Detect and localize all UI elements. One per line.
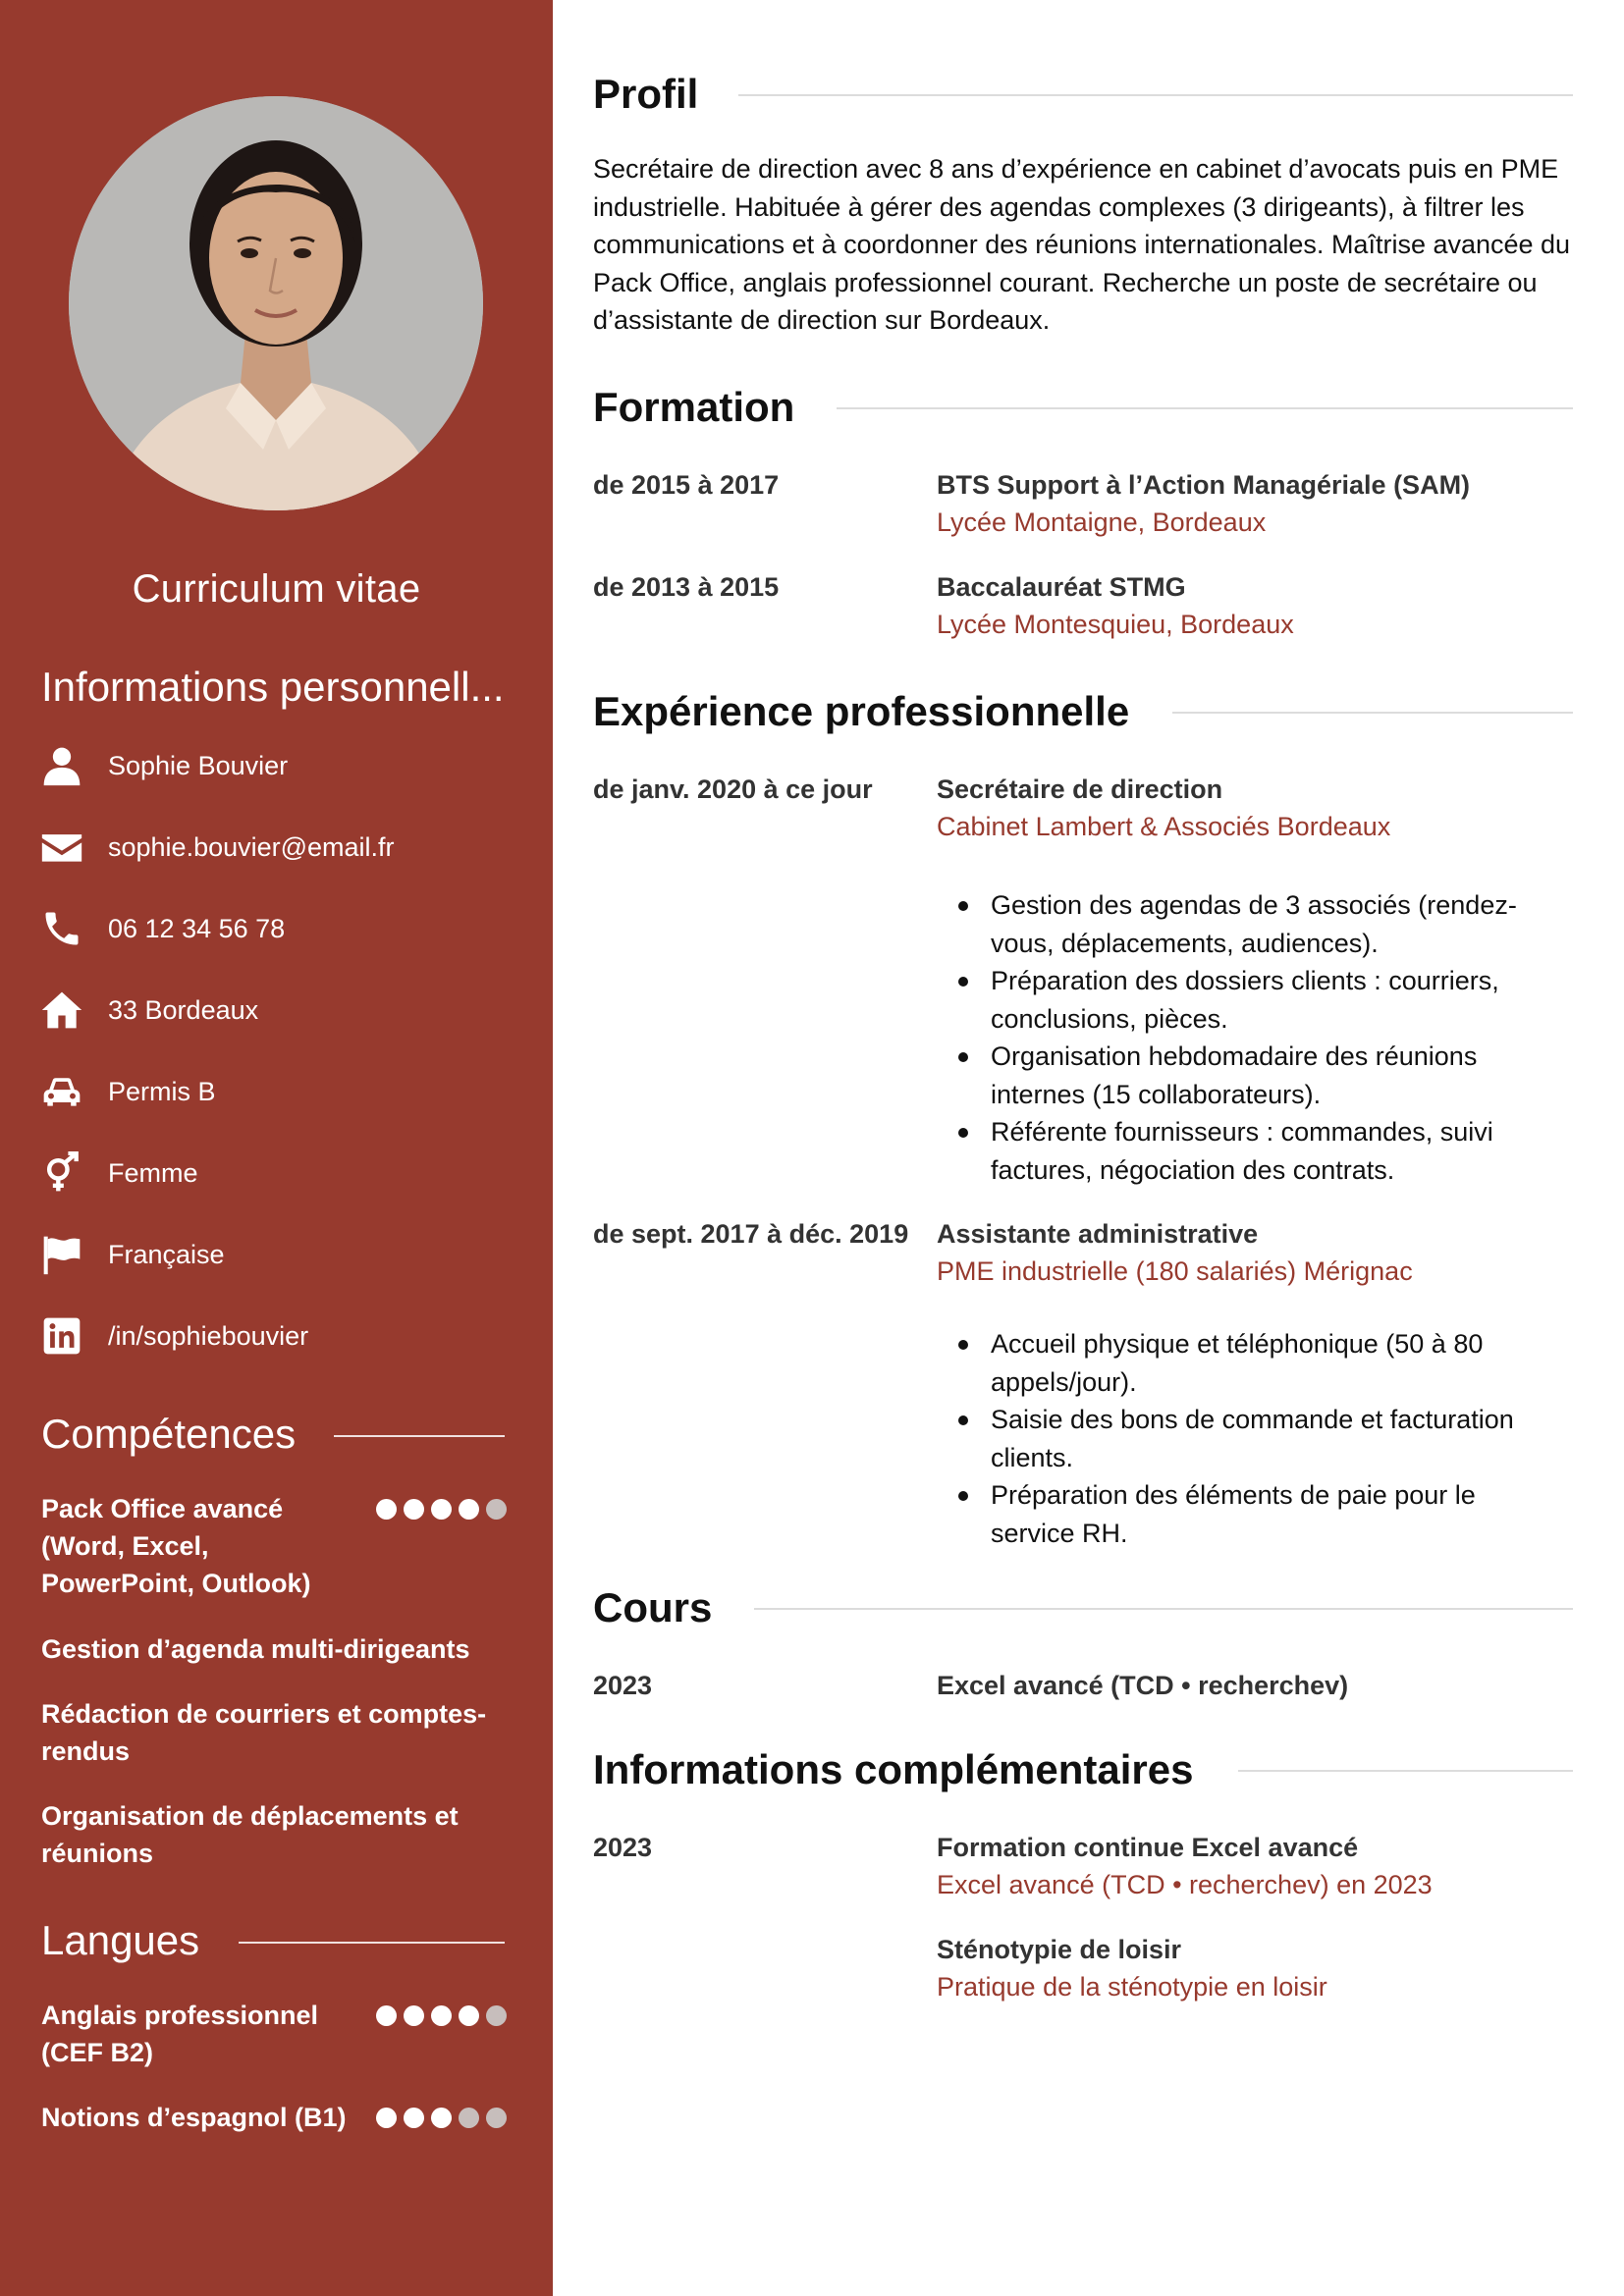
skill-rating — [376, 1499, 507, 1520]
profile-heading-rule — [738, 94, 1573, 96]
info-row-gender — [37, 1148, 198, 1198]
language-rating — [376, 2005, 507, 2026]
profile-summary: Secrétaire de direction avec 8 ans d’expérience en cabinet d’avocats puis en PME industrielle. Habituée à gérer des agendas complexes (3 dirigeants), à filtrer les communications et à coordonner des réunions internationales. Maîtrise avancée du Pack Office, anglais professionnel courant. Recherche un poste de secrétaire ou d’assistante de direction sur Bordeaux. — [593, 154, 1571, 335]
extra-heading-rule — [1238, 1770, 1573, 1772]
flag-icon — [37, 1230, 86, 1279]
rating-dot-empty — [459, 2108, 479, 2128]
language-item: Notions d’espagnol (B1) — [41, 2103, 347, 2132]
languages-heading-rule — [239, 1942, 505, 1944]
rating-dot-empty — [486, 2108, 507, 2128]
experience-bullet: Gestion des agendas de 3 associés (rendez-vous, déplacements, audiences). — [937, 886, 1545, 962]
experience-bullet: Accueil physique et téléphonique (50 à 80 appels/jour). — [937, 1325, 1545, 1401]
rating-dot-filled — [376, 2005, 397, 2026]
experience-company: PME industrielle (180 salariés) Mérignac — [937, 1256, 1413, 1286]
experience-heading-rule — [1172, 712, 1573, 714]
rating-dot-filled — [376, 1499, 397, 1520]
skills-heading: Compétences — [41, 1411, 297, 1457]
rating-dot-filled — [459, 2005, 479, 2026]
personal-info-heading: Informations personnell... — [41, 664, 505, 710]
rating-dot-empty — [486, 1499, 507, 1520]
language-item: Anglais professionnel (CEF B2) — [41, 2001, 319, 2067]
info-row-nationality — [37, 1230, 225, 1279]
extra-title: Sténotypie de loisir — [937, 1935, 1182, 1964]
education-title: Baccalauréat STMG — [937, 572, 1186, 602]
info-name: Sophie Bouvier — [108, 750, 289, 780]
courses-heading-rule — [754, 1608, 1573, 1610]
experience-bullet: Saisie des bons de commande et facturation clients. — [937, 1401, 1545, 1476]
profile-heading: Profil — [593, 71, 699, 117]
linkedin-icon — [37, 1311, 86, 1361]
experience-date: de sept. 2017 à déc. 2019 — [593, 1219, 909, 1249]
rating-dot-filled — [431, 1499, 452, 1520]
rating-dot-filled — [404, 1499, 424, 1520]
extra-date: 2023 — [593, 1833, 653, 1862]
profile-photo — [69, 96, 483, 510]
experience-bullets — [937, 1325, 1545, 1552]
sidebar — [0, 0, 553, 2296]
experience-bullets — [937, 886, 1545, 1189]
experience-title: Assistante administrative — [937, 1219, 1259, 1249]
person-icon — [37, 741, 86, 790]
phone-icon — [37, 904, 86, 953]
info-row-name — [37, 741, 288, 790]
info-row-address — [37, 986, 258, 1035]
education-date: de 2015 à 2017 — [593, 470, 780, 500]
experience-date: de janv. 2020 à ce jour — [593, 774, 873, 804]
skill-item: Organisation de déplacements et réunions — [41, 1801, 459, 1868]
cv-title: Curriculum vitae — [132, 567, 421, 611]
course-date: 2023 — [593, 1671, 653, 1700]
rating-dot-empty — [486, 2005, 507, 2026]
experience-company: Cabinet Lambert & Associés Bordeaux — [937, 812, 1391, 841]
info-row-license — [37, 1067, 216, 1116]
info-row-email — [37, 823, 395, 872]
info-email[interactable]: sophie.bouvier@email.fr — [108, 831, 395, 862]
education-heading-rule — [837, 407, 1573, 409]
info-row-phone — [37, 904, 285, 953]
envelope-icon — [37, 823, 86, 872]
extra-heading: Informations complémentaires — [593, 1746, 1194, 1792]
skill-item: Rédaction de courriers et comptes-rendus — [41, 1699, 487, 1766]
languages-heading: Langues — [41, 1917, 200, 1963]
rating-dot-filled — [431, 2005, 452, 2026]
education-heading: Formation — [593, 384, 795, 430]
experience-heading: Expérience professionnelle — [593, 688, 1130, 734]
rating-dot-filled — [404, 2005, 424, 2026]
info-row-linkedin — [37, 1311, 308, 1361]
extra-detail: Excel avancé (TCD • recherchev) en 2023 — [937, 1870, 1433, 1899]
portrait-image — [69, 96, 483, 510]
home-icon — [37, 986, 86, 1035]
rating-dot-filled — [404, 2108, 424, 2128]
rating-dot-filled — [459, 1499, 479, 1520]
skills-heading-rule — [334, 1435, 505, 1437]
gender-icon — [37, 1148, 86, 1198]
info-linkedin[interactable]: /in/sophiebouvier — [108, 1320, 309, 1351]
extra-title: Formation continue Excel avancé — [937, 1833, 1359, 1862]
education-school: Lycée Montesquieu, Bordeaux — [937, 610, 1294, 639]
course-title: Excel avancé (TCD • recherchev) — [937, 1671, 1349, 1700]
experience-bullet: Organisation hebdomadaire des réunions internes (15 collaborateurs). — [937, 1038, 1545, 1113]
education-school: Lycée Montaigne, Bordeaux — [937, 507, 1267, 537]
experience-title: Secrétaire de direction — [937, 774, 1223, 804]
rating-dot-filled — [431, 2108, 452, 2128]
courses-heading: Cours — [593, 1584, 713, 1630]
rating-dot-filled — [376, 2108, 397, 2128]
info-phone: 06 12 34 56 78 — [108, 913, 286, 943]
info-address: 33 Bordeaux — [108, 994, 259, 1025]
extra-detail: Pratique de la sténotypie en loisir — [937, 1972, 1327, 2002]
experience-bullet: Préparation des éléments de paie pour le service RH. — [937, 1476, 1545, 1552]
experience-bullet: Référente fournisseurs : commandes, suivi factures, négociation des contrats. — [937, 1113, 1545, 1189]
education-title: BTS Support à l’Action Managériale (SAM) — [937, 470, 1471, 500]
car-icon — [37, 1067, 86, 1116]
education-date: de 2013 à 2015 — [593, 572, 780, 602]
skill-item: Pack Office avancé (Word, Excel, PowerPoint, Outlook) — [41, 1494, 311, 1598]
language-rating — [376, 2108, 507, 2128]
info-gender: Femme — [108, 1157, 198, 1188]
skill-item: Gestion d’agenda multi-dirigeants — [41, 1634, 470, 1664]
experience-bullet: Préparation des dossiers clients : courriers, conclusions, pièces. — [937, 962, 1545, 1038]
info-nationality: Française — [108, 1239, 225, 1269]
info-license: Permis B — [108, 1076, 216, 1106]
